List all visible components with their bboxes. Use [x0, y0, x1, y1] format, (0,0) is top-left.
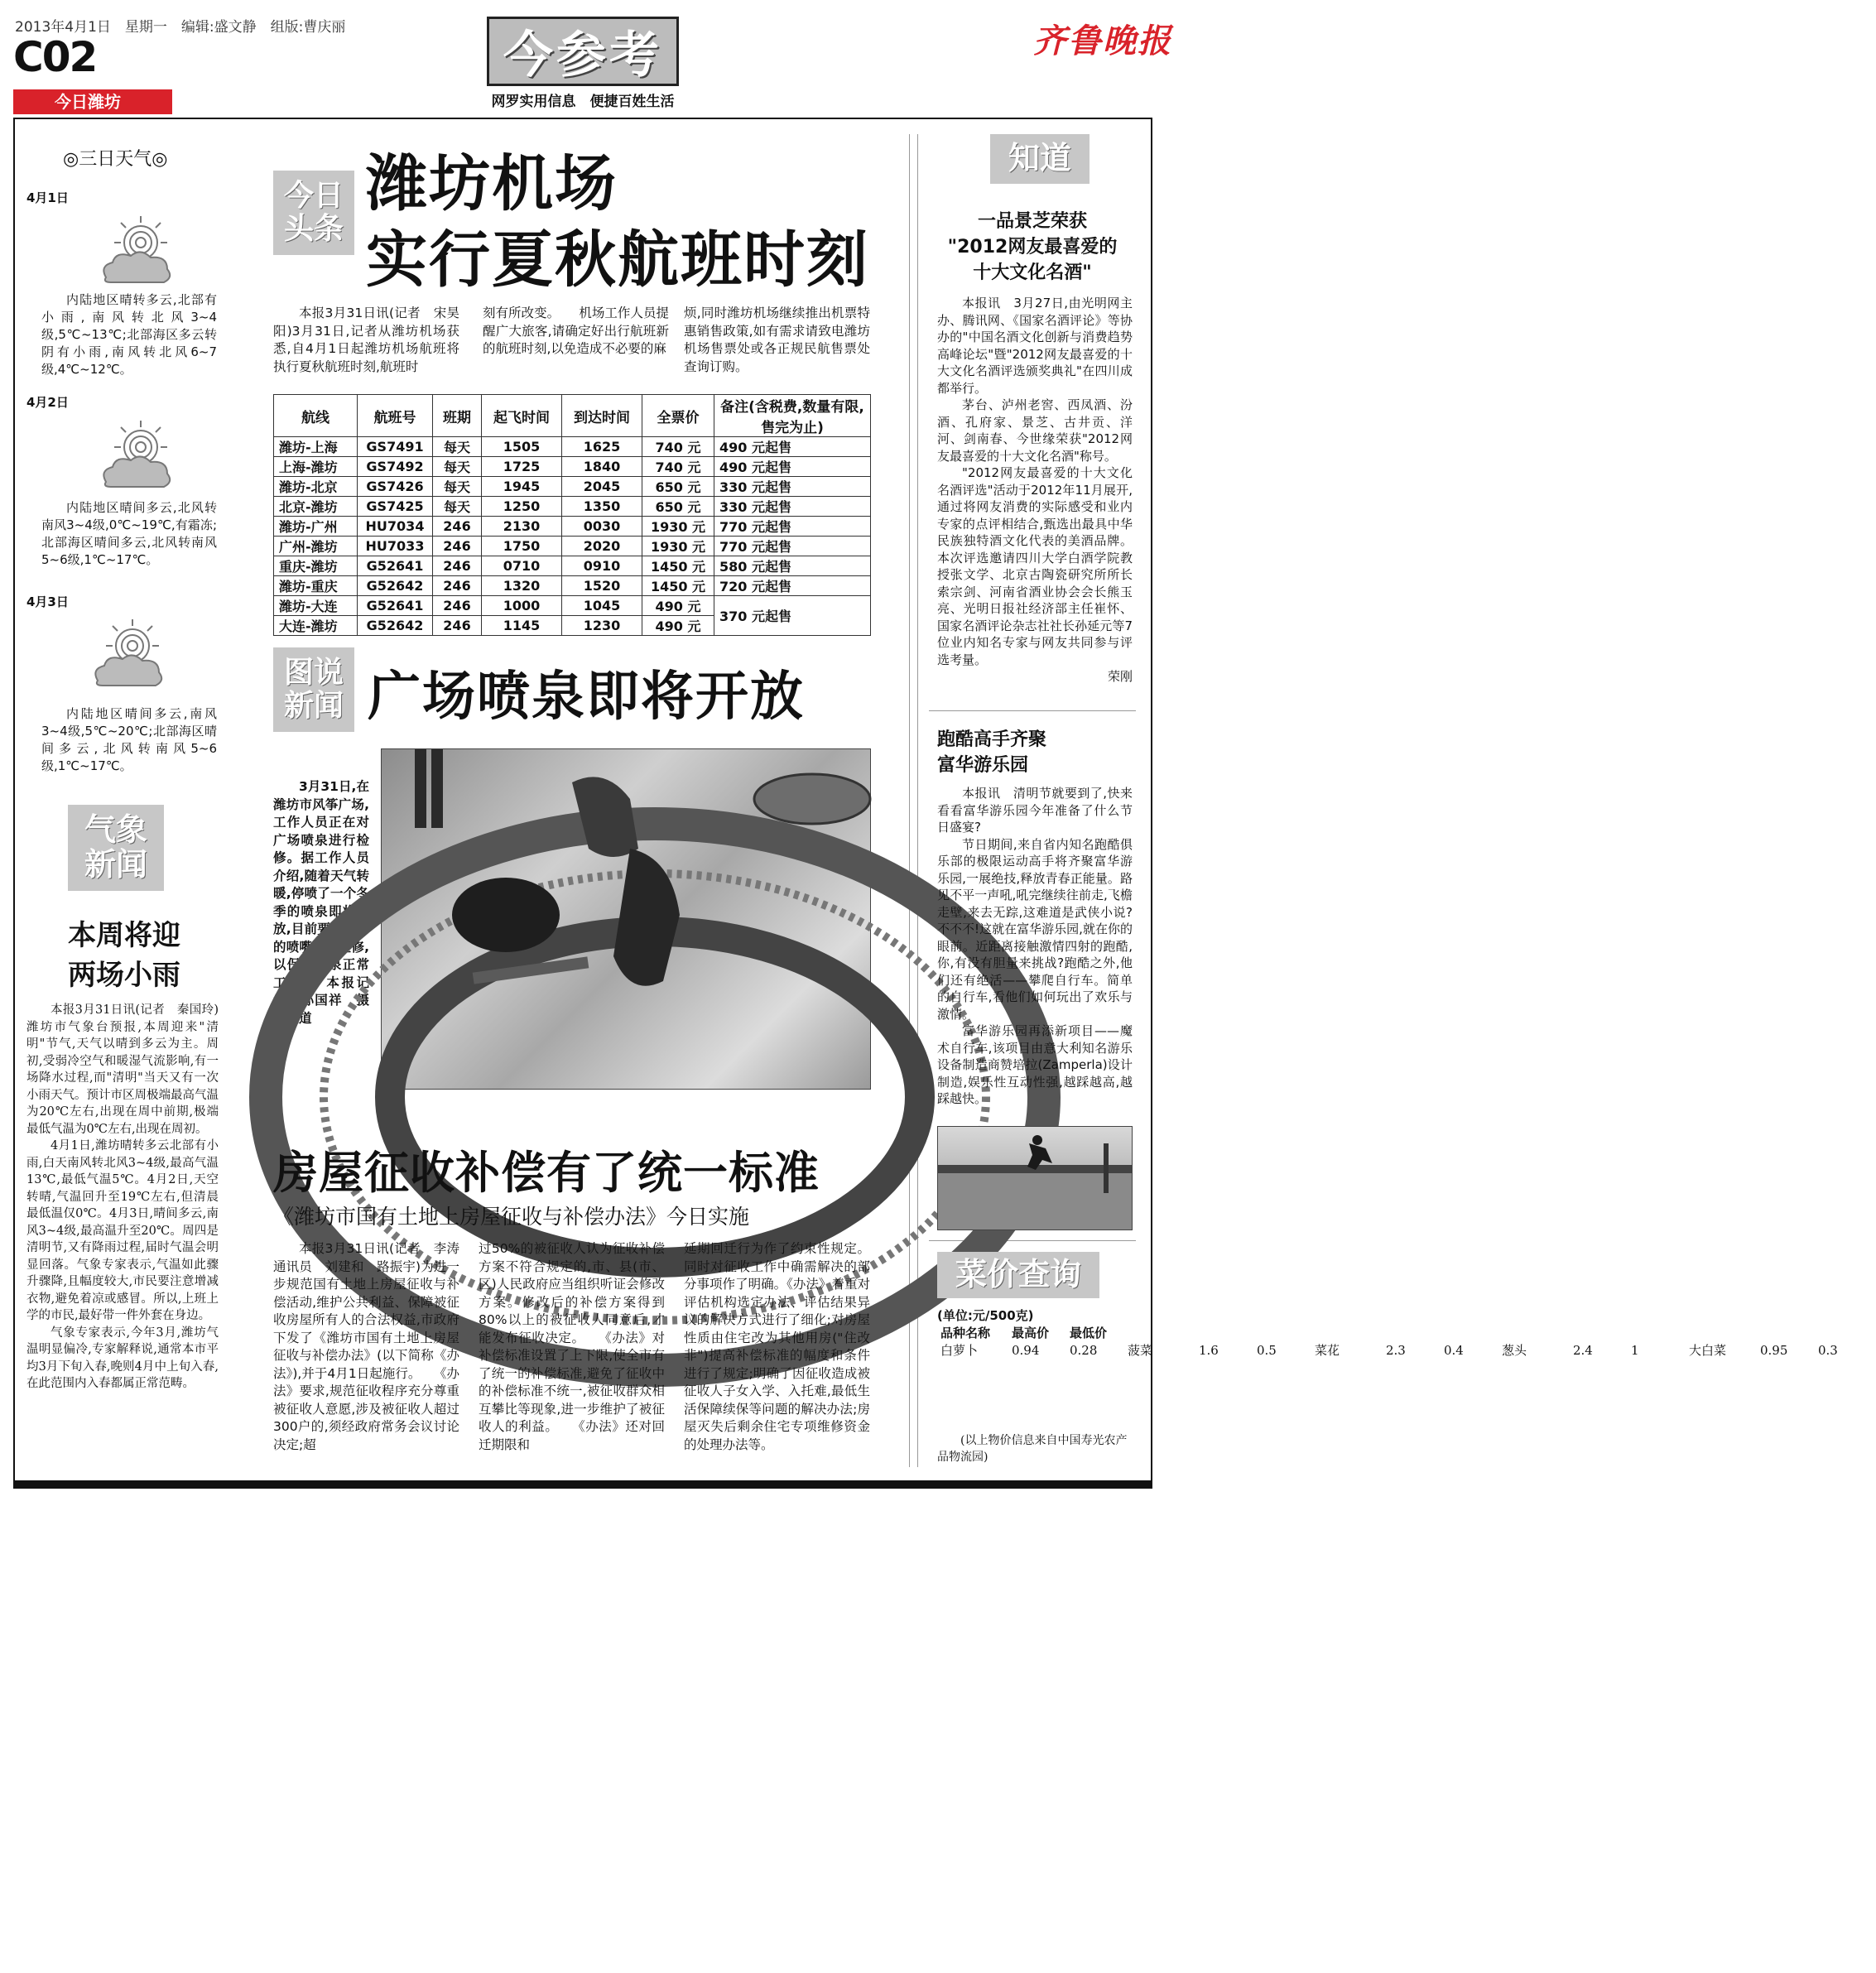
- table-cell: 潍坊-广州: [274, 517, 358, 537]
- table-cell: 1145: [482, 616, 562, 636]
- veg-price-cell: 0.95: [1760, 1343, 1788, 1358]
- table-cell: 1725: [482, 457, 562, 477]
- table-cell: 490 元: [642, 596, 714, 616]
- table-cell: 2045: [562, 477, 642, 497]
- table-header-row: [274, 395, 871, 437]
- table-cell: 1450 元: [642, 556, 714, 576]
- housing-paragraph: 过50%的被征收人认为征收补偿方案不符合规定的,市、县(市、区)人民政府应当组织听证会修改方案。修改后的补偿方案得到80%以上的被征收人同意后,才能发布征收决定。 《办法》对补偿标准设置了上下限,使全市有了统一的补偿标准,避免了征收中的补偿标准不统一,被征收群众相互攀比等现象,进一步维护了被征收人的利益。 《办法》还对回迁期限和: [479, 1241, 665, 1452]
- table-header-cell: 全票价: [642, 395, 714, 437]
- table-cell: 740 元: [642, 457, 714, 477]
- weather-news-headline-2: 两场小雨: [68, 959, 180, 992]
- section-label: 今日潍坊: [13, 89, 172, 114]
- table-row: [274, 576, 871, 596]
- table-cell: 490 元: [642, 616, 714, 636]
- lead-body-col-2: [483, 305, 669, 359]
- table-cell: 每天: [433, 437, 482, 457]
- zhidao-headline-line-1: 一品景芝荣获: [977, 211, 1087, 232]
- weather-news-headline-1: 本周将迎: [68, 919, 180, 952]
- table-cell: 上海-潍坊: [274, 457, 358, 477]
- table-header-cell: 起飞时间: [482, 395, 562, 437]
- table-cell: 1840: [562, 457, 642, 477]
- table-cell: 330 元起售: [714, 497, 871, 517]
- table-cell: 1250: [482, 497, 562, 517]
- table-cell: 潍坊-上海: [274, 437, 358, 457]
- table-cell: 246: [433, 537, 482, 556]
- table-cell: 1945: [482, 477, 562, 497]
- parkour-photo: [937, 1126, 1133, 1230]
- table-cell: 每天: [433, 457, 482, 477]
- weather-date-3: 4月3日: [26, 594, 69, 609]
- weather-text-1: 内陆地区晴转多云,北部有小雨,南风转北风3~4级,5℃~13℃;北部海区多云转阴有小雨,南风转北风6~7级,4℃~12℃。: [41, 292, 217, 377]
- lead-headline-line-2: 实行夏秋航班时刻: [366, 224, 869, 296]
- veg-price-cell: 0.28: [1070, 1343, 1098, 1358]
- parkour-paragraph: 富华游乐园再添新项目——魔术自行车,该项目由意大利知名游乐设备制造商赞培拉(Zamperla)设计制造,娱乐性互动性强,越踩越高,越踩越快。: [937, 1023, 1133, 1106]
- veg-price-cell: 0.4: [1444, 1343, 1464, 1358]
- veg-price-row: [1502, 1342, 1689, 1359]
- table-cell: 246: [433, 556, 482, 576]
- table-cell: 650 元: [642, 477, 714, 497]
- veg-price-cell: 白萝卜: [940, 1343, 979, 1358]
- bottom-rule: [13, 1480, 1152, 1489]
- table-cell: 广州-潍坊: [274, 537, 358, 556]
- cloudy-sun-icon: [91, 416, 182, 503]
- table-cell: 0710: [482, 556, 562, 576]
- housing-body-col-3: [684, 1240, 870, 1454]
- parkour-paragraph: 本报讯 清明节就要到了,快来看看富华游乐园今年准备了什么节日盛宴?: [937, 786, 1133, 835]
- table-cell: 1320: [482, 576, 562, 596]
- table-cell: 720 元起售: [714, 576, 871, 596]
- table-cell: 潍坊-大连: [274, 596, 358, 616]
- lead-headline-line-1: 潍坊机场: [366, 148, 618, 219]
- weather-news-paragraph: 气象专家表示,今年3月,潍坊气温明显偏冷,专家解释说,通常本市平均3月下旬入春,晚则4月中上旬入春,在此范围内入春都属正常范畴。: [26, 1326, 219, 1390]
- table-cell: 1350: [562, 497, 642, 517]
- housing-subheadline: 《潍坊市国有土地上房屋征收与补偿办法》今日实施: [273, 1205, 750, 1229]
- table-cell: 580 元起售: [714, 556, 871, 576]
- table-cell: 246: [433, 596, 482, 616]
- table-cell: G52642: [358, 616, 433, 636]
- veg-price-unit: (单位:元/500克): [937, 1308, 1034, 1323]
- table-cell: 490 元起售: [714, 457, 871, 477]
- veg-price-cell: 2.3: [1386, 1343, 1406, 1358]
- veg-price-cell: 大白菜: [1689, 1343, 1727, 1358]
- photo-news-tag-text: 图说新闻: [283, 656, 344, 723]
- masthead-title: 今参考: [503, 26, 662, 84]
- table-cell: 246: [433, 517, 482, 537]
- parkour-photo-illustration: [938, 1127, 1132, 1230]
- veg-price-cell: 0.3: [1818, 1343, 1838, 1358]
- table-cell: 246: [433, 576, 482, 596]
- table-cell: 1505: [482, 437, 562, 457]
- table-row: [274, 596, 871, 616]
- table-cell: G52641: [358, 596, 433, 616]
- veg-price-header-cell: 品种名称: [940, 1326, 991, 1340]
- table-cell: G52641: [358, 556, 433, 576]
- fountain-headline: 广场喷泉即将开放: [368, 666, 805, 728]
- parkour-headline: [937, 727, 1046, 778]
- veg-price-header-row: [940, 1325, 1131, 1342]
- masthead-subtitle: 网罗实用信息 便捷百姓生活: [491, 94, 675, 110]
- parkour-body: [937, 785, 1133, 1108]
- table-header-cell: 到达时间: [562, 395, 642, 437]
- table-cell: 1230: [562, 616, 642, 636]
- weather-text-3: 内陆地区晴间多云,南风3~4级,5℃~20℃;北部海区晴间多云,北风转南风5~6级,1℃~17℃。: [41, 706, 217, 773]
- table-row: [274, 517, 871, 537]
- table-cell: 0030: [562, 517, 642, 537]
- table-cell: 2130: [482, 517, 562, 537]
- zhidao-paragraph: 本报讯 3月27日,由光明网主办、腾讯网、《国家名酒评论》等协办的"中国名酒文化创新与消费趋势高峰论坛"暨"2012网友最喜爱的十大文化名酒评选颁奖典礼"在四川成都举行。: [937, 296, 1133, 396]
- veg-price-cell: 1.6: [1199, 1343, 1219, 1358]
- table-row: [274, 497, 871, 517]
- table-cell: HU7033: [358, 537, 433, 556]
- table-header-cell: 航班号: [358, 395, 433, 437]
- rule-right-1: [929, 710, 1136, 711]
- column-divider-right-2: [917, 134, 918, 1467]
- veg-price-row: [1689, 1342, 1876, 1359]
- table-cell: G52642: [358, 576, 433, 596]
- table-row: [274, 537, 871, 556]
- zhidao-author: 荣刚: [1107, 669, 1133, 684]
- rule-right-2: [929, 1240, 1136, 1241]
- table-cell: 潍坊-北京: [274, 477, 358, 497]
- table-cell: 490 元起售: [714, 437, 871, 457]
- table-header-cell: 备注(含税费,数量有限,售完为止): [714, 395, 871, 437]
- veg-price-cell: 0.94: [1012, 1343, 1040, 1358]
- table-cell: GS7492: [358, 457, 433, 477]
- table-cell: 1045: [562, 596, 642, 616]
- weather-title: ◎三日天气◎: [63, 149, 168, 170]
- table-cell: 潍坊-重庆: [274, 576, 358, 596]
- table-cell: GS7426: [358, 477, 433, 497]
- photo-news-tag: [273, 647, 354, 732]
- table-cell: HU7034: [358, 517, 433, 537]
- paper-logo: 齐鲁晚报: [1033, 22, 1172, 60]
- veg-price-row: [1315, 1342, 1502, 1359]
- table-cell: GS7425: [358, 497, 433, 517]
- veg-price-row: [1128, 1342, 1315, 1359]
- lead-body-col-3: [684, 305, 870, 376]
- table-cell: 1000: [482, 596, 562, 616]
- masthead: [487, 17, 679, 86]
- housing-paragraph: 本报3月31日讯(记者 李涛 通讯员 刘建和 路振宇)为进一步规范国有土地上房屋征收与补偿活动,维护公共利益、保障被征收房屋所有人的合法权益,市政府下发了《潍坊市国有土地上房屋征收与补偿办法》(以下简称《办法》),并于4月1日起施行。 《办法》要求,规范征收程序充分尊重被征收人意愿,涉及被征收人超过300户的,须经政府常务会议讨论决定;超: [273, 1241, 473, 1452]
- veg-price-table: [940, 1325, 1838, 1359]
- cloudy-sun-icon: [91, 211, 182, 298]
- parkour-headline-line-1: 跑酷高手齐聚: [937, 729, 1047, 750]
- parkour-headline-line-2: 富华游乐园: [937, 755, 1029, 776]
- lead-paragraph: 烦,同时潍坊机场继续推出机票特惠销售政策,如有需求请致电潍坊机场售票处或各正规民航售票处查询订购。: [684, 306, 870, 374]
- weather-news-headline: [25, 916, 224, 995]
- table-cell: 1625: [562, 437, 642, 457]
- lead-paragraph: 刻有所改变。 机场工作人员提醒广大旅客,请确定好出行航班新的航班时刻,以免造成不必要的麻: [483, 306, 669, 356]
- table-cell: 330 元起售: [714, 477, 871, 497]
- housing-paragraph: 延期回迁行为作了约束性规定。同时对征收工作中确需解决的部分事项作了明确。《办法》着重对评估机构选定办法、评估结果异议的解决方式进行了细化;对房屋性质由住宅改为其他用房("住改非")提高补偿标准的幅度和条件进行了规定;明确了因征收造成被征收人子女入学、入托难,最低生活保障续保等问题的解决办法;房屋灭失后剩余住宅专项维修资金的处理办法等。: [684, 1241, 870, 1452]
- veg-price-header-cell: 最高价: [1012, 1326, 1050, 1340]
- zhidao-paragraph: "2012网友最喜爱的十大文化名酒评选"活动于2012年11月展开,通过将网友消费的实际感受和业内专家的点评相结合,甄选出最具中华民族独特酒文化代表的美酒品牌。本次评选邀请四川大学白酒学院教授张文学、北京古陶瓷研究所所长索宗剑、河南省酒业协会会长熊玉亮、光明日报社经济部主任崔怀、国家名酒评论杂志社社长孙延元等7位业内知名专家与网友共同参与评选考量。: [937, 465, 1133, 667]
- table-header-cell: 班期: [433, 395, 482, 437]
- weather-news-body: [26, 1002, 219, 1393]
- table-cell: 770 元起售: [714, 537, 871, 556]
- cloudy-sun-icon: [83, 614, 174, 701]
- weather-news-tag: [68, 805, 164, 891]
- veg-price-header-cell: 最低价: [1070, 1326, 1108, 1340]
- veg-price-cell: 菠菜: [1128, 1343, 1153, 1358]
- housing-body-col-1: [273, 1240, 473, 1454]
- lead-body-col-1: [273, 305, 459, 376]
- zhidao-headline-line-2: "2012网友最喜爱的: [947, 237, 1118, 257]
- table-cell: 246: [433, 616, 482, 636]
- table-cell: 1930 元: [642, 517, 714, 537]
- lead-headline: [366, 146, 869, 298]
- table-cell: 1520: [562, 576, 642, 596]
- veg-price-cell: 菜花: [1315, 1343, 1340, 1358]
- table-cell: 1750: [482, 537, 562, 556]
- lead-tag: [273, 171, 354, 255]
- veg-price-cell: 0.5: [1257, 1343, 1277, 1358]
- weather-date-2: 4月2日: [26, 395, 69, 410]
- fountain-photo-illustration: [382, 749, 870, 1089]
- veg-price-row: [940, 1342, 1128, 1359]
- table-cell: 2020: [562, 537, 642, 556]
- table-cell: 770 元起售: [714, 517, 871, 537]
- table-cell: 重庆-潍坊: [274, 556, 358, 576]
- veg-price-source-note: (以上物价信息来自中国寿光农产品物流园): [937, 1434, 1128, 1464]
- table-header-cell: 航线: [274, 395, 358, 437]
- table-row: [274, 437, 871, 457]
- table-cell: GS7491: [358, 437, 433, 457]
- table-cell: 北京-潍坊: [274, 497, 358, 517]
- lead-paragraph: 本报3月31日讯(记者 宋昊阳)3月31日,记者从潍坊机场获悉,自4月1日起潍坊机场航班将执行夏秋航班时刻,航班时: [273, 306, 459, 374]
- table-cell: 650 元: [642, 497, 714, 517]
- zhidao-headline-line-3: 十大文化名酒": [973, 262, 1092, 283]
- table-cell: 大连-潍坊: [274, 616, 358, 636]
- zhidao-headline: [929, 209, 1136, 286]
- zhidao-tag: 知道: [990, 134, 1090, 184]
- column-divider-right: [909, 134, 910, 1467]
- weather-news-paragraph: 4月1日,潍坊晴转多云北部有小雨,白天南风转北风3~4级,最高气温13℃,最低气温5℃。4月2日,天空转晴,气温回升至19℃左右,但清晨最低温仅0℃。4月3日,晴间多云,南风3~4级,最高温升至20℃。周四是清明节,又有降雨过程,届时气温会明显回落。气象专家表示,气温如此骤升骤降,且幅度较大,市民要注意增减衣物,避免着凉或感冒。所以,上班上学的市民,最好带一件外套在身边。: [26, 1139, 219, 1322]
- weather-news-paragraph: 本报3月31日讯(记者 秦国玲)潍坊市气象台预报,本周迎来"清明"节气,天气以晴到多云为主。周初,受弱冷空气和暖湿气流影响,有一场降水过程,而"清明"当天又有一次小雨天气。预计市区周极端最高气温为20℃左右,出现在周中前期,极端最低气温为0℃左右,出现在周初。: [26, 1003, 219, 1136]
- veg-price-tag: 菜价查询: [937, 1252, 1099, 1298]
- lead-tag-text: 今日头条: [283, 179, 344, 246]
- table-cell: 740 元: [642, 437, 714, 457]
- weather-news-tag-text: 气象新闻: [84, 811, 147, 883]
- dateline: 2013年4月1日 星期一 编辑:盛文静 组版:曹庆丽: [15, 19, 346, 36]
- page-code: C02: [13, 33, 97, 81]
- table-row: [274, 556, 871, 576]
- veg-price-cell: 葱头: [1502, 1343, 1527, 1358]
- table-cell: 0910: [562, 556, 642, 576]
- weather-date-1: 4月1日: [26, 190, 69, 205]
- table-cell: 1450 元: [642, 576, 714, 596]
- table-cell: 每天: [433, 497, 482, 517]
- zhidao-paragraph: 茅台、泸州老窖、西凤酒、汾酒、孔府家、景芝、古井贡、洋河、剑南春、今世缘荣获"2012网友最喜爱的十大文化名酒"称号。: [937, 397, 1133, 464]
- fountain-photo: [381, 748, 871, 1090]
- parkour-paragraph: 节日期间,来自省内知名跑酷俱乐部的极限运动高手将齐聚富华游乐园,一展绝技,释放青春正能量。路见不平一声吼,吼完继续往前走,飞檐走壁,来去无踪,这难道是武侠小说?不不不!这就在富华游乐园,就在你的眼前。近距离接触激情四射的跑酷,你,有没有胆量来挑战?跑酷之外,他们还有绝活——攀爬自行车。简单的自行车,看他们如何玩出了欢乐与激情。: [937, 836, 1133, 1022]
- table-row: [274, 477, 871, 497]
- weather-text-2: 内陆地区晴间多云,北风转南风3~4级,0℃~19℃,有霜冻;北部海区晴间多云,北风转南风5~6级,1℃~17℃。: [41, 500, 217, 567]
- veg-price-cell: 1: [1631, 1343, 1639, 1358]
- fountain-caption: 3月31日,在潍坊市风筝广场,工作人员正在对广场喷泉进行检修。据工作人员介绍,随着天气转暖,停喷了一个冬季的喷泉即将开放,目前要对所有的喷嘴进行检修,以保证喷泉正常工作。 本报记者 孙国祥 摄影报道: [273, 779, 369, 1026]
- zhidao-body: [937, 295, 1133, 686]
- table-cell-merged: 370 元起售: [714, 596, 871, 636]
- table-row: [274, 457, 871, 477]
- housing-headline: 房屋征收补偿有了统一标准: [273, 1147, 820, 1199]
- veg-price-cell: 2.4: [1573, 1343, 1593, 1358]
- housing-body-col-2: [479, 1240, 665, 1454]
- table-cell: 每天: [433, 477, 482, 497]
- table-cell: 1930 元: [642, 537, 714, 556]
- flight-schedule-table: [273, 394, 871, 636]
